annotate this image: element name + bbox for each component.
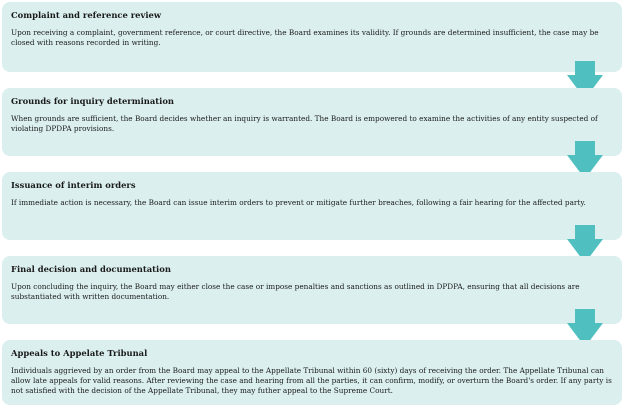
step-title: Issuance of interim orders: [11, 180, 136, 190]
step-title: Final decision and documentation: [11, 264, 171, 274]
step-inquiry-determination: [2, 88, 622, 156]
step-final-decision: [2, 256, 622, 324]
step-complaint-review: [2, 2, 622, 72]
step-description: When grounds are sufficient, the Board decides whether an inquiry is warranted. The Board is empowered to examine the activities of any entity suspected of violating DPDPA provisions.: [11, 114, 598, 133]
step-title: Grounds for inquiry determination: [11, 96, 175, 106]
step-description: If immediate action is necessary, the Board can issue interim orders to prevent or mitigate further breaches, following a fair hearing for the affected party.: [11, 198, 586, 207]
step-description: Upon receiving a complaint, government reference, or court directive, the Board examines its validity. If grounds are determined insufficient, the case may be closed with reasons recorded in writing.: [11, 28, 599, 47]
step-title: Complaint and reference review: [11, 10, 162, 20]
step-appeals-tribunal: [2, 340, 622, 405]
step-interim-orders: [2, 172, 622, 240]
step-title: Appeals to Appelate Tribunal: [11, 348, 148, 358]
step-description: Upon concluding the inquiry, the Board may either close the case or impose penalties and sanctions as outlined in DPDPA, ensuring that all decisions are substantiated with written documentation.: [11, 282, 580, 301]
step-description: Individuals aggrieved by an order from the Board may appeal to the Appellate Tribunal within 60 (sixty) days of receiving the order. The Appellate Tribunal can allow late appeals for valid reasons. After reviewing the case and hearing from all the parties, it can confirm, modify, or overturn the Board's order. If any party is not satisfied with the decision of the Appellate Tribunal, they may futher appeal to the Supreme Court.: [11, 366, 612, 395]
